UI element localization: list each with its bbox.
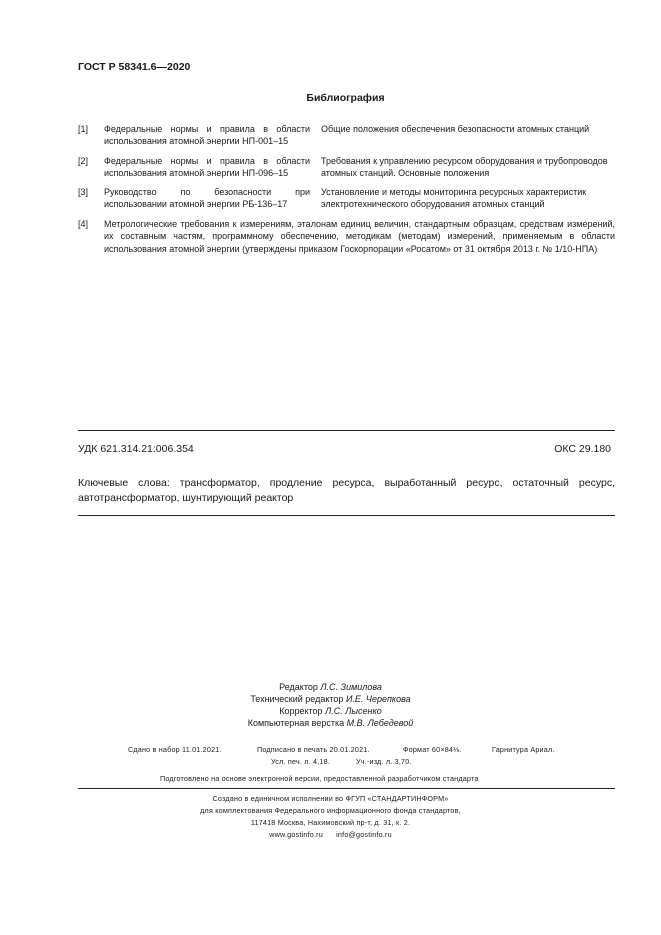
reference-item <box>78 186 615 216</box>
edition-sheets: Уч.-изд. л. 3,70. <box>356 757 412 766</box>
reference-number: [3] <box>78 187 89 197</box>
reference-source: Руководство по безопасности при использовании атомной энергии РБ-136–17 <box>104 187 310 210</box>
reference-title: Установление и методы мониторинга ресурсных характеристик электротехнического оборудования атомных станций <box>321 187 587 210</box>
printer-contacts <box>0 829 661 841</box>
paper-format: Формат 60×84⅛. <box>403 745 462 754</box>
signed-date: Подписано в печать 20.01.2021. <box>257 745 370 754</box>
staff-name: Л.С. Зимилова <box>320 682 382 692</box>
staff-credit <box>0 681 661 693</box>
printer-line: Создано в единичном исполнении во ФГУП «СТАНДАРТИНФОРМ» <box>212 794 449 803</box>
website-link[interactable]: www.gostinfo.ru <box>269 830 323 839</box>
bibliography-title: Библиография <box>306 92 385 104</box>
typeface: Гарнитура Ариал. <box>492 745 555 754</box>
staff-credit <box>0 693 661 705</box>
staff-role: Корректор <box>279 706 323 716</box>
standard-number: ГОСТ Р 58341.6—2020 <box>78 61 191 73</box>
staff-credit <box>0 717 661 729</box>
reference-item <box>78 218 615 268</box>
staff-role: Редактор <box>279 682 318 692</box>
reference-item <box>78 123 615 153</box>
udk-code: УДК 621.314.21:006.354 <box>78 443 194 455</box>
oks-code: ОКС 29.180 <box>554 443 611 455</box>
divider-line <box>78 515 615 516</box>
reference-number: [4] <box>78 219 89 229</box>
divider-line <box>78 430 615 431</box>
reference-item <box>78 155 615 185</box>
email-link[interactable]: info@gostinfo.ru <box>336 830 392 839</box>
reference-source: Федеральные нормы и правила в области использования атомной энергии НП-001–15 <box>104 124 310 147</box>
staff-credit <box>0 705 661 717</box>
reference-title: Требования к управлению ресурсом оборудования и трубопроводов атомных станций. Основные положения <box>321 156 608 179</box>
staff-name: И.Е. Черепкова <box>345 694 411 704</box>
keywords: Ключевые слова: трансформатор, продление ресурса, выработанный ресурс, остаточный ресурс, автотрансформатор, шунтирующий реактор <box>78 477 615 504</box>
staff-name: М.В. Лебедевой <box>346 718 414 728</box>
staff-role: Компьютерная верстка <box>247 718 345 728</box>
printer-address: 117418 Москва, Нахимовский пр-т, д. 31, к. 2. <box>250 818 411 827</box>
reference-text: Метрологические требования к измерениям, эталонам единиц величин, стандартным образцам, средствам измерений, их составным частям, программному обеспечению, методикам (методам) измерений, применяемым в области использования атомной энергии (утверждены приказом Госкорпорации «Росатом» от 31 октября 2013 г. № 1/10-НПА) <box>104 219 615 254</box>
staff-role: Технический редактор <box>250 694 344 704</box>
reference-number: [1] <box>78 124 89 134</box>
staff-name: Л.С. Лысенко <box>325 706 382 716</box>
printer-line: для комплектования Федерального информационного фонда стандартов, <box>200 806 461 815</box>
reference-title: Общие положения обеспечения безопасности атомных станций <box>321 124 590 134</box>
print-sheets: Усл. печ. л. 4,18. <box>271 757 331 766</box>
divider-line <box>78 788 615 789</box>
prepared-note: Подготовлено на основе электронной версии, предоставленной разработчиком стандарта <box>160 774 479 783</box>
reference-number: [2] <box>78 156 89 166</box>
sent-date: Сдано в набор 11.01.2021. <box>128 745 222 754</box>
reference-source: Федеральные нормы и правила в области использования атомной энергии НП-096–15 <box>104 156 310 179</box>
